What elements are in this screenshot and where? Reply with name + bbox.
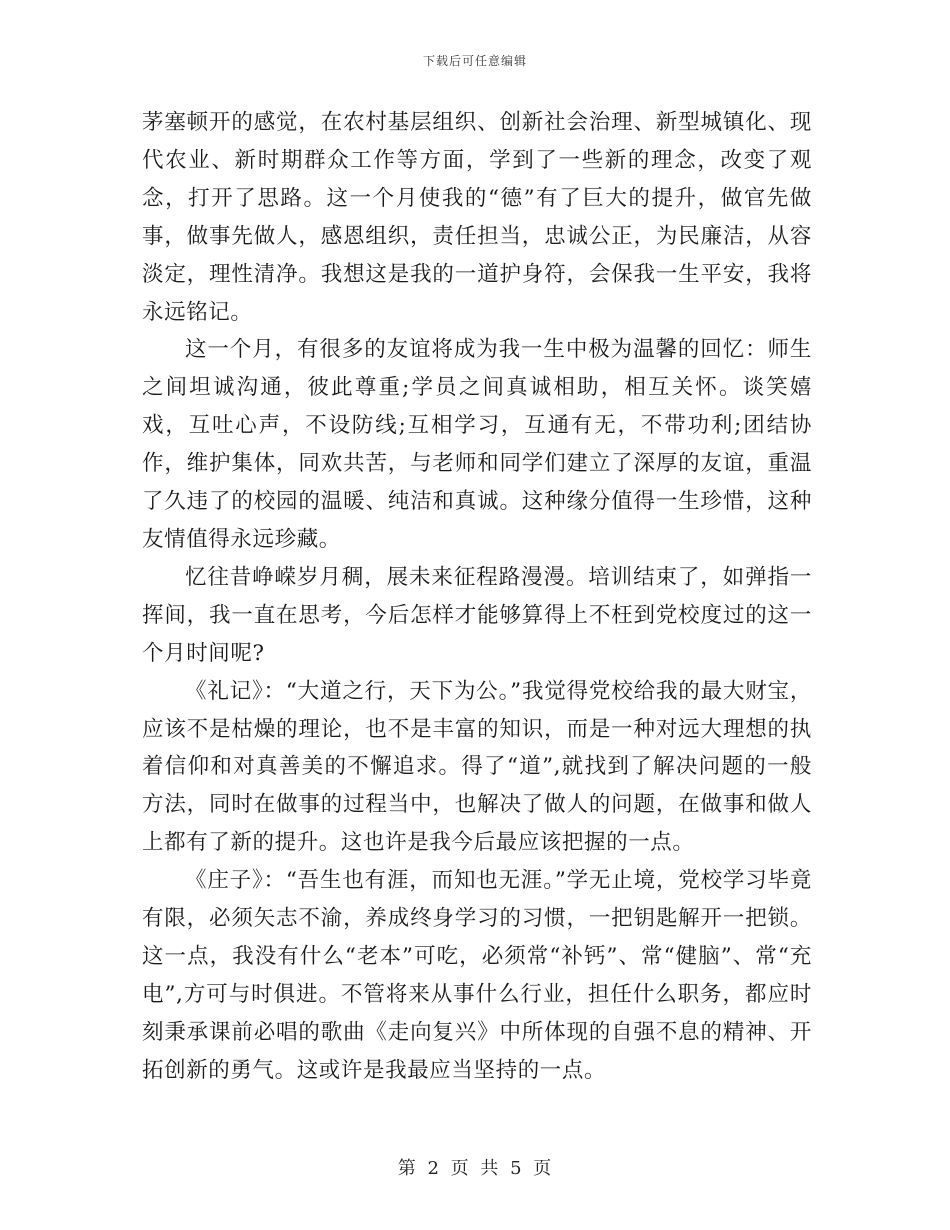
footer-total-pages: 5 [510, 1158, 523, 1179]
document-body [142, 104, 812, 1090]
paragraph-3: 忆往昔峥嵘岁月稠，展未来征程路漫漫。培训结束了，如弹指一挥间，我一直在思考，今后怎样才能够算得上不枉到党校度过的这一个月时间呢? [142, 564, 812, 666]
page-header: 下载后可任意编辑 [422, 54, 527, 68]
footer-page-word: 页 [450, 1158, 470, 1179]
paragraph-5: 《庄子》：“吾生也有涯，而知也无涯。”学无止境，党校学习毕竟有限，必须矢志不渝，养成终身学习的习惯，一把钥匙解开一把锁。这一点，我没有什么“老本”可吃，必须常“补钙”、常“健脑”、常“充电”,方可与时俱进。不管将来从事什么行业，担任什么职务，都应时刻秉承课前必唱的歌曲《走向复兴》中所体现的自强不息的精神、开拓创新的勇气。这或许是我最应当坚持的一点。 [142, 868, 812, 1083]
paragraph-2: 这一个月，有很多的友谊将成为我一生中极为温馨的回忆：师生之间坦诚沟通，彼此尊重;学员之间真诚相助，相互关怀。谈笑嬉戏，互吐心声，不设防线;互相学习，互通有无，不带功利;团结协作，维护集体，同欢共苦，与老师和同学们建立了深厚的友谊，重温了久违了的校园的温暖、纯洁和真诚。这种缘分值得一生珍惜，这种友情值得永远珍藏。 [142, 337, 812, 552]
paragraph-1: 茅塞顿开的感觉，在农村基层组织、创新社会治理、新型城镇化、现代农业、新时期群众工作等方面，学到了一些新的理念，改变了观念，打开了思路。这一个月使我的“德”有了巨大的提升，做官先做事，做事先做人，感恩组织，责任担当，忠诚公正，为民廉洁，从容淡定，理性清净。我想这是我的一道护身符，会保我一生平安，我将永远铭记。 [142, 110, 812, 325]
paragraph-4: 《礼记》：“大道之行，天下为公。”我觉得党校给我的最大财宝，应该不是枯燥的理论，也不是丰富的知识，而是一种对远大理想的执着信仰和对真善美的不懈追求。得了“道”,就找到了解决问题的一般方法，同时在做事的过程当中，也解决了做人的问题，在做事和做人上都有了新的提升。这也许是我今后最应该把握的一点。 [142, 678, 812, 856]
footer-suffix: 页 [533, 1158, 553, 1179]
footer-prefix: 第 [397, 1158, 417, 1179]
footer-current-page: 2 [427, 1158, 440, 1179]
page-footer [0, 1154, 950, 1180]
footer-total-word: 共 [480, 1158, 500, 1179]
